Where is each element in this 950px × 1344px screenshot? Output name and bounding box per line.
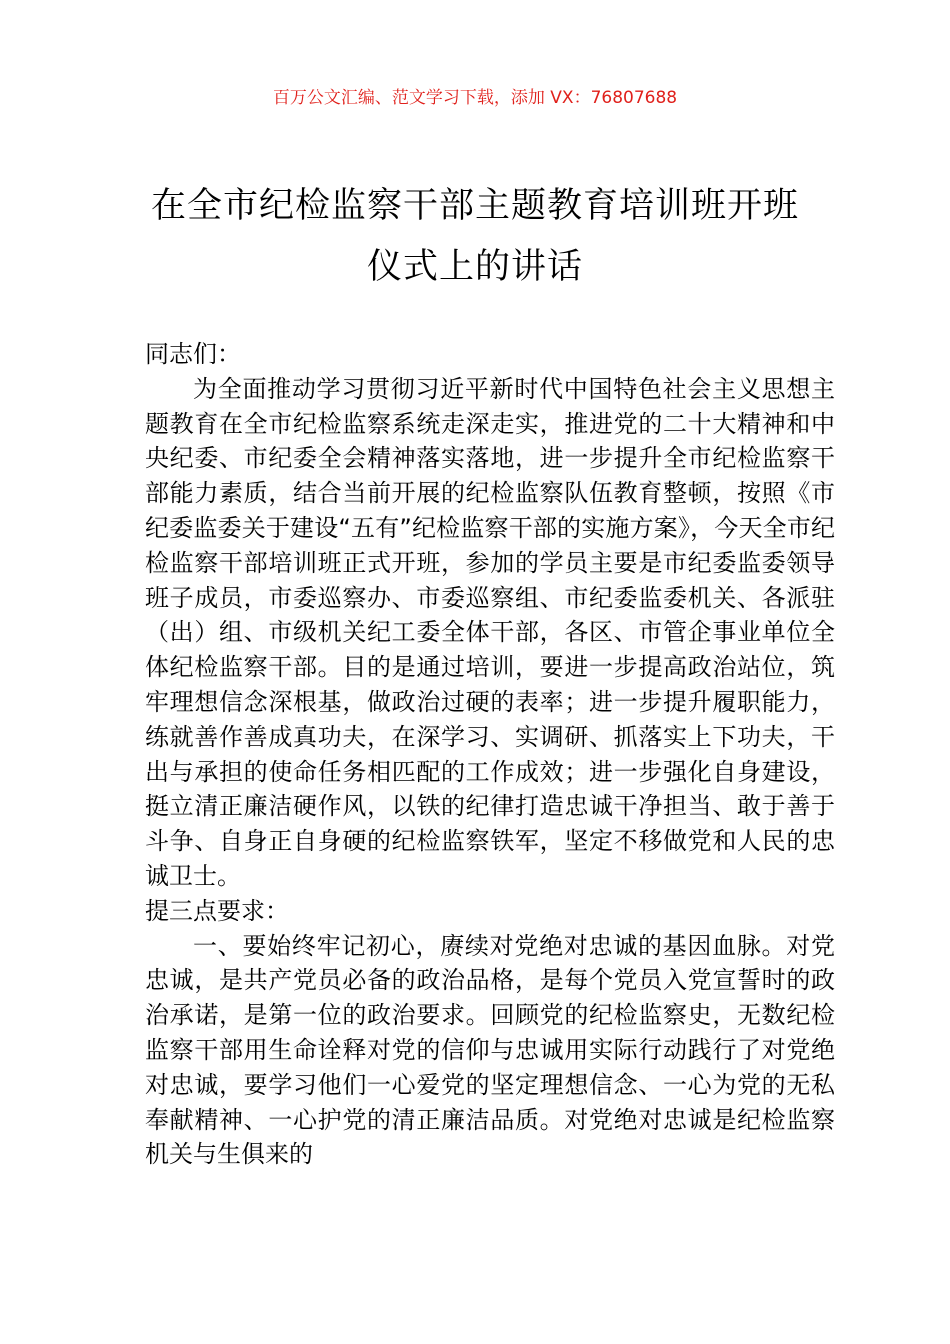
paragraph-requirement-one (145, 929, 835, 1173)
requirement-one-body: 对党忠诚，是共产党员必备的政治品格，是每个党员入党宣誓时的政治承诺，是第一位的政治要求。回顾党的纪检监察史，无数纪检监察干部用生命诠释对党的信仰与忠诚用实际行动践行了对党绝对忠诚，要学习他们一心爱党的坚定理想信念、一心为党的无私奉献精神、一心护党的清正廉洁品质。对党绝对忠诚是纪检监察机关与生俱来的 (145, 931, 836, 1169)
title-line-2: 仪式上的讲话 (366, 247, 583, 287)
header-promo-note: 百万公文汇编、范文学习下载，添加 VX：76807688 (272, 88, 678, 108)
paragraph-intro: 为全面推动学习贯彻习近平新时代中国特色社会主义思想主题教育在全市纪检监察系统走深走实，推进党的二十大精神和中央纪委、市纪委全会精神落实落地，进一步提升全市纪检监察干部能力素质，结合当前开展的纪检监察队伍教育整顿，按照《市纪委监委关于建设“五有”纪检监察干部的实施方案》，今天全市纪检监察干部培训班正式开班，参加的学员主要是市纪委监委领导班子成员，市委巡察办、市委巡察组、市纪委监委机关、各派驻（出）组、市级机关纪工委全体干部，各区、市管企事业单位全体纪检监察干部。目的是通过培训，要进一步提高政治站位，筑牢理想信念深根基，做政治过硬的表率；进一步提升履职能力，练就善作善成真功夫，在深学习、实调研、抓落实上下功夫，干出与承担的使命任务相匹配的工作成效；进一步强化自身建设，挺立清正廉洁硬作风，以铁的纪律打造忠诚干净担当、敢于善于斗争、自身正自身硬的纪检监察铁军，坚定不移做党和人民的忠诚卫士。 (145, 374, 835, 890)
page-title (130, 176, 820, 298)
requirement-one-heading: 一、要始终牢记初心，赓续对党绝对忠诚的基因血脉。 (193, 931, 787, 960)
document-body (145, 337, 835, 1172)
salutation: 同志们： (145, 340, 241, 368)
paragraph-requirements-lead: 提三点要求： (145, 896, 289, 925)
title-line-1: 在全市纪检监察干部主题教育培训班开班 (150, 186, 799, 226)
